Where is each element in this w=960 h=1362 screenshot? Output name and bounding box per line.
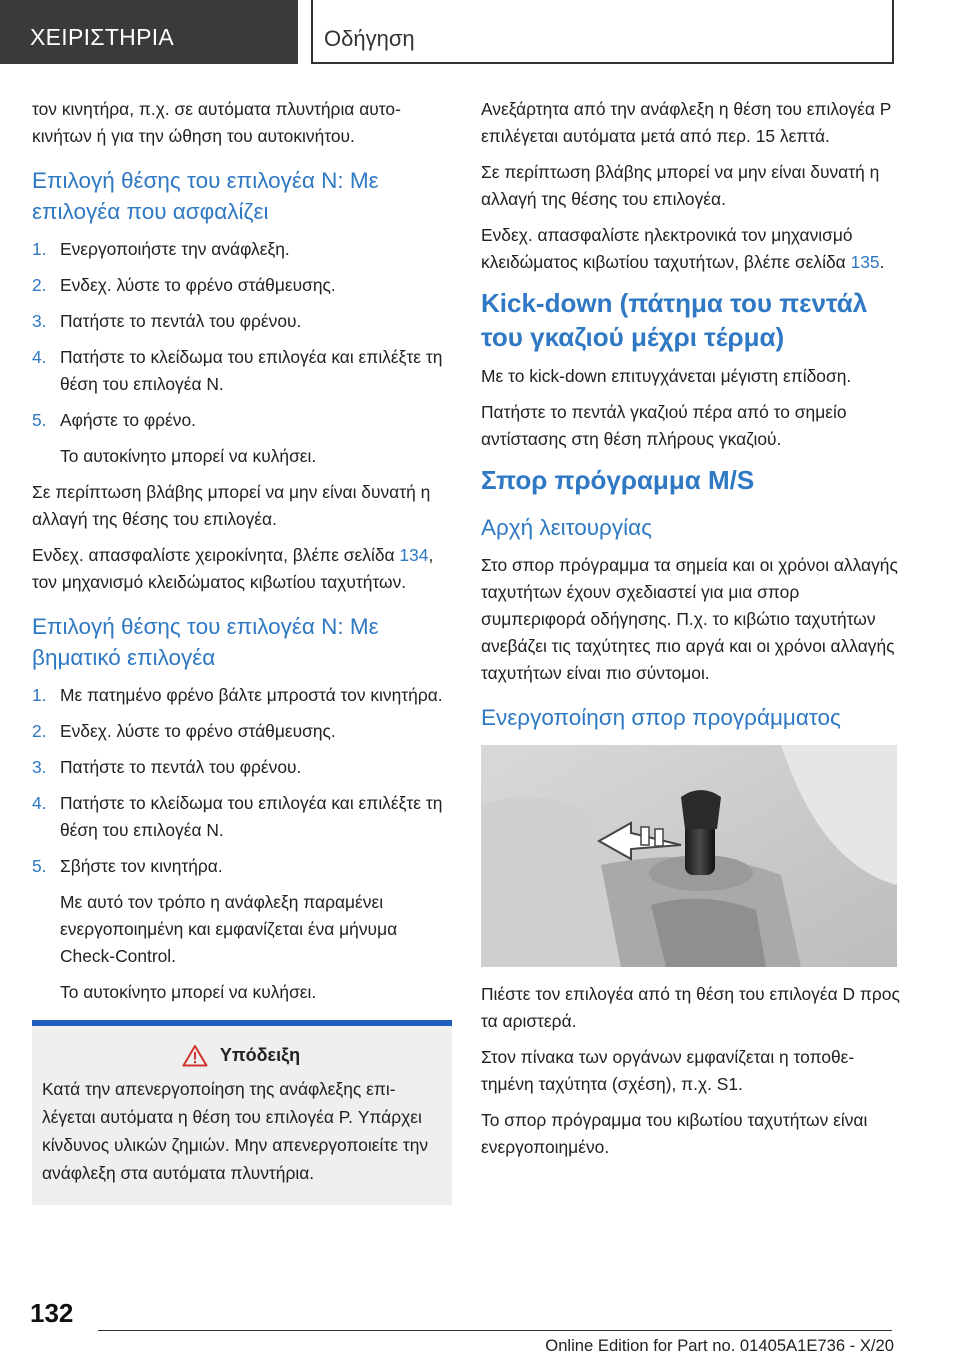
list-item <box>32 853 452 880</box>
step-text: Πατήστε το κλείδωμα του επιλογέα και επιλέξτε τη θέση του επιλογέα N. <box>60 793 443 840</box>
list-item <box>32 407 452 434</box>
step-text: Ενδεχ. λύστε το φρένο στάθμευσης. <box>60 275 336 295</box>
list-item <box>32 754 452 781</box>
step-text: Σβήστε τον κινητήρα. <box>60 856 223 876</box>
note-header <box>42 1044 440 1067</box>
page-number: 132 <box>30 1298 74 1328</box>
failure-note: Σε περίπτωση βλάβης μπορεί να μην είναι δυνατή η αλλαγή της θέσης του επιλογέα. <box>481 162 880 209</box>
warning-icon <box>182 1044 208 1067</box>
right-column <box>481 96 901 1170</box>
ref-text: Ενδεχ. απασφαλίστε ηλεκτρονικά τον μηχανισμό κλειδώματος κιβωτίου ταχυτήτων, βλέπε σελίδα <box>481 225 853 272</box>
page-link-134[interactable]: 134 <box>399 545 429 565</box>
step-number: 3. <box>32 311 47 331</box>
activate-step: Πιέστε τον επιλογέα από τη θέση του επιλογέα D προς τα αριστερά. <box>481 984 900 1031</box>
gear-selector-illustration <box>481 745 897 967</box>
step-text: Ενεργοποιήστε την ανάφλεξη. <box>60 239 290 259</box>
step-number: 5. <box>32 856 47 876</box>
ref-text-tail: , τον μηχανισμό κλειδώματος κιβωτίου ταχυτήτων. <box>32 545 434 592</box>
ref-text: Ενδεχ. απασφαλίστε χειροκίνητα, βλέπε σελίδα <box>32 545 400 565</box>
intro-paragraph: τον κινητήρα, π.χ. σε αυτόματα πλυντήρια αυτοκινήτων ή για την ώθηση του αυτοκινήτου. <box>32 99 401 146</box>
list-item <box>32 272 452 299</box>
step-text: Με πατημένο φρένο βάλτε μπροστά τον κινητήρα. <box>60 685 443 705</box>
note-title: Υπόδειξη <box>219 1045 301 1065</box>
list-item <box>32 344 452 398</box>
electronic-unlock-paragraph <box>481 222 901 276</box>
step-number: 2. <box>32 275 47 295</box>
kick-down-text: Με το kick-down επιτυγχάνεται μέγιστη επίδοση. <box>481 366 852 386</box>
manual-unlock-paragraph <box>32 542 452 596</box>
note-text: Κατά την απενεργοποίηση της ανάφλεξης επιλέγεται αυτόματα η θέση του επιλογέα P. Υπάρχει κίνδυνος υλικών ζημιών. Μην απενεργοποιείτε την ανάφλεξη στα αυτόματα πλυντήρια. <box>42 1079 429 1183</box>
list-item <box>32 718 452 745</box>
heading-locking-selector: Επιλογή θέσης του επιλογέα N: Με επιλογέα που ασφαλίζει <box>32 168 379 224</box>
step-number: 4. <box>32 793 47 813</box>
heading-stepping-selector: Επιλογή θέσης του επιλογέα N: Με βηματικό επιλογέα <box>32 614 379 670</box>
step-number: 1. <box>32 239 47 259</box>
heading-kick-down: Kick-down (πάτημα του πεντάλ του γκαζιού μέχρι τέρμα) <box>481 288 868 352</box>
principle-text: Στο σπορ πρόγραμμα τα σημεία και οι χρόνοι αλλαγής ταχυτήτων έχουν σχεδιαστεί για μια σπορ συμπεριφορά οδήγησης. Π.χ. το κιβώτιο ταχυτήτων ανεβάζει τις ταχύτητες πιο αργά και οι χρόνοι αλλαγής ταχυτήτων είναι πιο σύντομοι. <box>481 555 898 683</box>
failure-note: Σε περίπτωση βλάβης μπορεί να μην είναι δυνατή η αλλαγή της θέσης του επιλογέα. <box>32 482 431 529</box>
step-number: 4. <box>32 347 47 367</box>
heading-sport-program: Σπορ πρόγραμμα M/S <box>481 465 755 495</box>
section-title: Οδήγηση <box>312 0 894 64</box>
footer-edition: Online Edition for Part no. 01405A1E736 - X/20 <box>545 1336 894 1355</box>
note-box <box>32 1026 452 1205</box>
list-item <box>32 236 452 263</box>
chapter-tab: ΧΕΙΡΙΣΤΗΡΙΑ <box>0 0 298 64</box>
activate-step: Το σπορ πρόγραμμα του κιβωτίου ταχυτήτων είναι ενεργοποιημένο. <box>481 1110 868 1157</box>
step-number: 3. <box>32 757 47 777</box>
step-number: 1. <box>32 685 47 705</box>
step-text: Πατήστε το πεντάλ του φρένου. <box>60 757 302 777</box>
auto-p-paragraph: Ανεξάρτητα από την ανάφλεξη η θέση του επιλογέα P επιλέγεται αυτόματα μετά από περ. 15 λεπτά. <box>481 99 892 146</box>
heading-activate-sport: Ενεργοποίηση σπορ προγράμματος <box>481 705 841 730</box>
step-text: Πατήστε το πεντάλ του φρένου. <box>60 311 302 331</box>
step-number: 5. <box>32 410 47 430</box>
step-result: Το αυτοκίνητο μπορεί να κυλήσει. <box>60 982 317 1002</box>
step-number: 2. <box>32 721 47 741</box>
heading-principle: Αρχή λειτουργίας <box>481 515 652 540</box>
step-result: Με αυτό τον τρόπο η ανάφλεξη παραμένει ενεργοποιημένη και εμφανίζεται ένα μήνυμα Check-Control. <box>60 892 398 966</box>
left-column <box>32 96 452 1205</box>
step-text: Πατήστε το κλείδωμα του επιλογέα και επιλέξτε τη θέση του επιλογέα N. <box>60 347 443 394</box>
step-text: Ενδεχ. λύστε το φρένο στάθμευσης. <box>60 721 336 741</box>
footer-rule <box>98 1330 892 1331</box>
list-item <box>32 308 452 335</box>
kick-down-text: Πατήστε το πεντάλ γκαζιού πέρα από το σημείο αντίστασης στη θέση πλήρους γκαζιού. <box>481 402 847 449</box>
page-link-135[interactable]: 135 <box>850 252 880 272</box>
list-item <box>32 682 452 709</box>
ref-text-tail: . <box>879 252 885 272</box>
list-item <box>32 790 452 844</box>
activate-step: Στον πίνακα των οργάνων εμφανίζεται η τοποθετημένη ταχύτητα (σχέση), π.χ. S1. <box>481 1047 855 1094</box>
step-text: Αφήστε το φρένο. <box>60 410 196 430</box>
step-result: Το αυτοκίνητο μπορεί να κυλήσει. <box>60 446 317 466</box>
